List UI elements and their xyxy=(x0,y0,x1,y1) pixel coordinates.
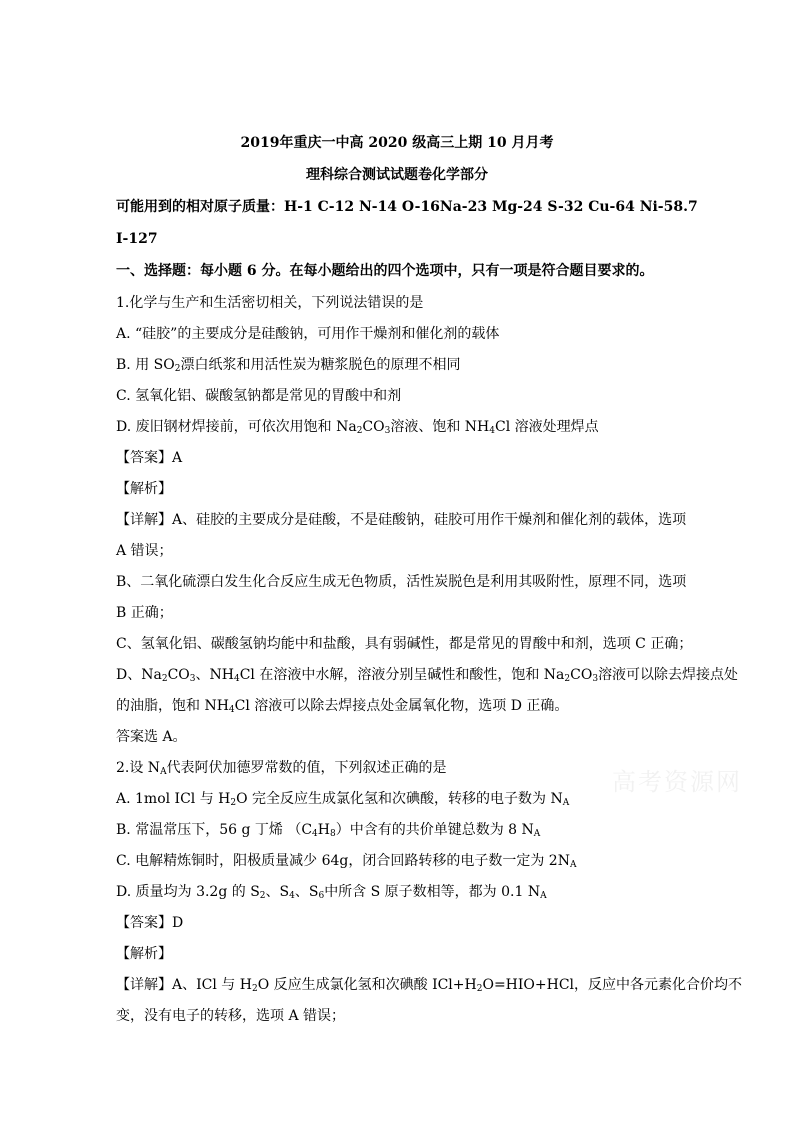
atomic-mass-line-2: I-127 xyxy=(116,231,158,247)
question-2-option-b: B. 常温常压下，56 g 丁烯 $(C_4H_8)$中含有的共价单键总数为 8 $N_A$ xyxy=(116,822,541,839)
question-2-option-a: A. 1mol ICl 与 $H_2O$ 完全反应生成氯化氢和次碘酸，转移的电子数为 $N_A$ xyxy=(116,791,570,808)
question-2-detail-1: 【详解】A、ICl 与 $H_2O$ 反应生成氯化氢和次碘酸 $ICl+H_2O=HIO+HCl$，反应中各元素化合价均不 xyxy=(116,977,743,994)
question-1-detail-5: C、氢氧化铝、碳酸氢钠均能中和盐酸，具有弱碱性，都是常见的胃酸中和剂，选项 C 正确； xyxy=(116,636,693,652)
exam-title: 2019年重庆一中高 2020 级高三上期 10 月月考 xyxy=(240,135,554,151)
question-2-detail-2: 变，没有电子的转移，选项 A 错误； xyxy=(116,1008,346,1024)
watermark: 高考资源网 xyxy=(612,768,742,796)
question-1-detail-2: A 错误； xyxy=(116,543,173,559)
question-2-option-c: C. 电解精炼铜时，阳极质量减少 64g，闭合回路转移的电子数一定为 $2N_A$ xyxy=(116,853,577,870)
question-1-conclusion: 答案选 A。 xyxy=(116,729,187,745)
question-1-option-a: A. “硅胶”的主要成分是硅酸钠，可用作干燥剂和催化剂的载体 xyxy=(116,326,500,342)
question-1-analysis-label: 【解析】 xyxy=(116,481,172,497)
question-1-detail-1: 【详解】A、硅胶的主要成分是硅酸，不是硅酸钠，硅胶可用作干燥剂和催化剂的载体，选项 xyxy=(116,512,687,528)
question-2-answer: 【答案】D xyxy=(116,915,184,931)
question-1-option-b: B. 用 $SO_2$漂白纸浆和用活性炭为糖浆脱色的原理不相同 xyxy=(116,357,461,374)
question-1-option-c: C. 氢氧化铝、碳酸氢钠都是常见的胃酸中和剂 xyxy=(116,388,402,404)
exam-subtitle: 理科综合测试试题卷化学部分 xyxy=(306,167,488,183)
question-1-detail-3: B、二氧化硫漂白发生化合反应生成无色物质，活性炭脱色是利用其吸附性，原理不同，选项 xyxy=(116,574,687,590)
question-1-option-d: D. 废旧钢材焊接前，可依次用饱和 $Na_2CO_3$溶液、饱和 $NH_4Cl$ 溶液处理焊点 xyxy=(116,419,599,436)
question-1-answer: 【答案】A xyxy=(116,450,183,466)
atomic-mass-line-1: 可能用到的相对原子质量：H-1 C-12 N-14 O-16Na-23 Mg-24 S-32 Cu-64 Ni-58.7 xyxy=(116,199,698,215)
question-2-option-d: D. 质量均为 3.2g 的 $S_2$、$S_4$、$S_6$中所含 S 原子数相等，都为 0.1 $N_A$ xyxy=(116,884,547,901)
question-2-stem: 2.设 $N_A$代表阿伏加德罗常数的值，下列叙述正确的是 xyxy=(116,760,447,777)
question-1-stem: 1.化学与生产和生活密切相关，下列说法错误的是 xyxy=(116,295,424,311)
question-1-detail-7: 的油脂，饱和 $NH_4Cl$ 溶液可以除去焊接点处金属氧化物，选项 D 正确。 xyxy=(116,698,569,715)
question-1-detail-6: D、$Na_2CO_3$、$NH_4Cl$ 在溶液中水解，溶液分别呈碱性和酸性，饱和 $Na_2CO_3$溶液可以除去焊接点处 xyxy=(116,667,739,684)
question-2-analysis-label: 【解析】 xyxy=(116,946,172,962)
question-1-detail-4: B 正确； xyxy=(116,605,173,621)
section-heading: 一、选择题：每小题 6 分。在每小题给出的四个选项中，只有一项是符合题目要求的。 xyxy=(116,263,654,279)
